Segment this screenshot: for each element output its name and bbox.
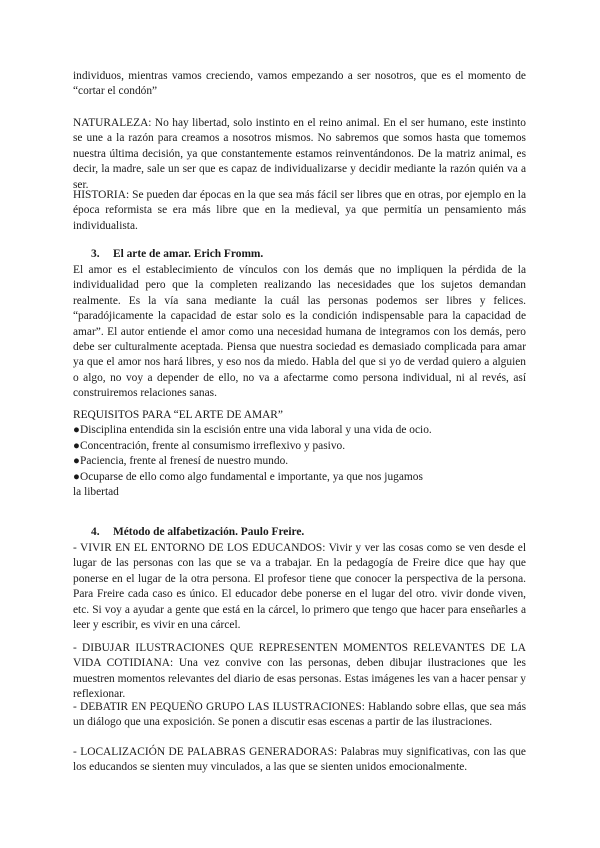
dibujar-paragraph: - DIBUJAR ILUSTRACIONES QUE REPRESENTEN MOMENTOS RELEVANTES DE LA VIDA COTIDIANA: Una vez convive con las personas, deben dibujar ilustraciones que les muestren momentos relevantes del diario de esas personas. Estas imágenes les van a hacer pensar y reflexionar. bbox=[73, 642, 526, 701]
list-item: ●Paciencia, frente al frenesí de nuestro mundo. bbox=[73, 454, 526, 469]
amor-block bbox=[73, 263, 526, 402]
section-3-heading bbox=[73, 247, 526, 262]
bullet-icon: ● bbox=[73, 424, 80, 437]
naturaleza-block bbox=[73, 116, 526, 193]
vivir-block bbox=[73, 541, 526, 633]
naturaleza-paragraph: NATURALEZA: No hay libertad, solo instinto en el reino animal. En el ser humano, este instinto se une a la razón para creamos a nosotros mismos. No sabremos que somos hasta que tomemos nuestra última decisión, ya que constantemente estamos reinventándonos. De la matriz animal, es decir, la madre, sale un ser que es capaz de individualizarse y decidir mediante la razón quién va a ser. bbox=[73, 117, 526, 191]
debatir-block bbox=[73, 700, 526, 731]
section-4-heading bbox=[73, 525, 526, 540]
list-item: ●Concentración, frente al consumismo irreflexivo y pasivo. bbox=[73, 439, 526, 454]
amor-paragraph: El amor es el establecimiento de vínculos con los demás que no impliquen la pérdida de la individualidad pero que la completen realizando las necesidades que los sujetos demandan realmente. Es la vía sana mediante la cuál las personas podemos ser libres y felices. “paradójicamente la capacidad de estar solo es la condición indispensable para la capacidad de amar”. El autor entiende el amor como una necesidad humana de integramos con los demás, pero debe ser culturalmente aceptada. Piensa que nuestra sociedad es demasiado complicada para amar ya que el amor nos hará libres, y eso nos da miedo. Habla del que si yo de verdad quiero a alguien o algo, no voy a depender de ello, no va a afectarme como persona individual, ni al revés, así construiremos relaciones sanas. bbox=[73, 264, 526, 400]
requisitos-block bbox=[73, 408, 526, 500]
historia-paragraph: HISTORIA: Se pueden dar épocas en la que sea más fácil ser libres que en otras, por ejemplo en la época reformista se era más libre que en la medieval, ya que permitía un pensamiento más individualista. bbox=[73, 189, 526, 232]
bullet-icon: ● bbox=[73, 470, 80, 483]
requisitos-title: REQUISITOS PARA “EL ARTE DE AMAR” bbox=[73, 409, 283, 421]
section-4-number: 4. bbox=[91, 526, 100, 538]
bullet-icon: ● bbox=[73, 455, 80, 468]
historia-block bbox=[73, 188, 526, 234]
requisitos-list bbox=[73, 423, 526, 500]
localizacion-block bbox=[73, 745, 526, 776]
section-3-title: El arte de amar. Erich Fromm. bbox=[113, 248, 264, 260]
list-item: ●Ocuparse de ello como algo fundamental e importante, ya que nos jugamos la libertad bbox=[73, 470, 423, 499]
section-4-title: Método de alfabetización. Paulo Freire. bbox=[113, 526, 305, 538]
debatir-paragraph: - DEBATIR EN PEQUEÑO GRUPO LAS ILUSTRACIONES: Hablando sobre ellas, que sea más un diálogo que una exposición. Se ponen a discutir esas escenas a partir de las ilustraciones. bbox=[73, 701, 526, 729]
intro-paragraph: individuos, mientras vamos creciendo, vamos empezando a ser nosotros, que es el momento de “cortar el condón” bbox=[73, 70, 526, 98]
dibujar-block bbox=[73, 641, 526, 703]
intro-block bbox=[73, 69, 526, 100]
list-item: ●Disciplina entendida sin la escisión entre una vida laboral y una vida de ocio. bbox=[73, 423, 526, 438]
localizacion-paragraph: - LOCALIZACIÓN DE PALABRAS GENERADORAS: Palabras muy significativas, con las que los educandos se sienten muy vinculados, a las que se sienten unidos emocionalmente. bbox=[73, 746, 526, 774]
bullet-icon: ● bbox=[73, 439, 80, 452]
vivir-paragraph: - VIVIR EN EL ENTORNO DE LOS EDUCANDOS: Vivir y ver las cosas como se ven desde el lugar de las personas con las que se va a trabajar. En la pedagogía de Freire dice que hay que ponerse en el lugar de la otra persona. El profesor tiene que conocer la perspectiva de la persona. Para Freire cada caso es único. El educador debe ponerse en el lugar del otro. vivir donde viven, etc. Si voy a ayudar a gente que está en la cárcel, lo primero que tengo que hacer para enseñarles a leer y escribir, es vivir en una cárcel. bbox=[73, 542, 526, 632]
section-3-number: 3. bbox=[91, 248, 100, 260]
